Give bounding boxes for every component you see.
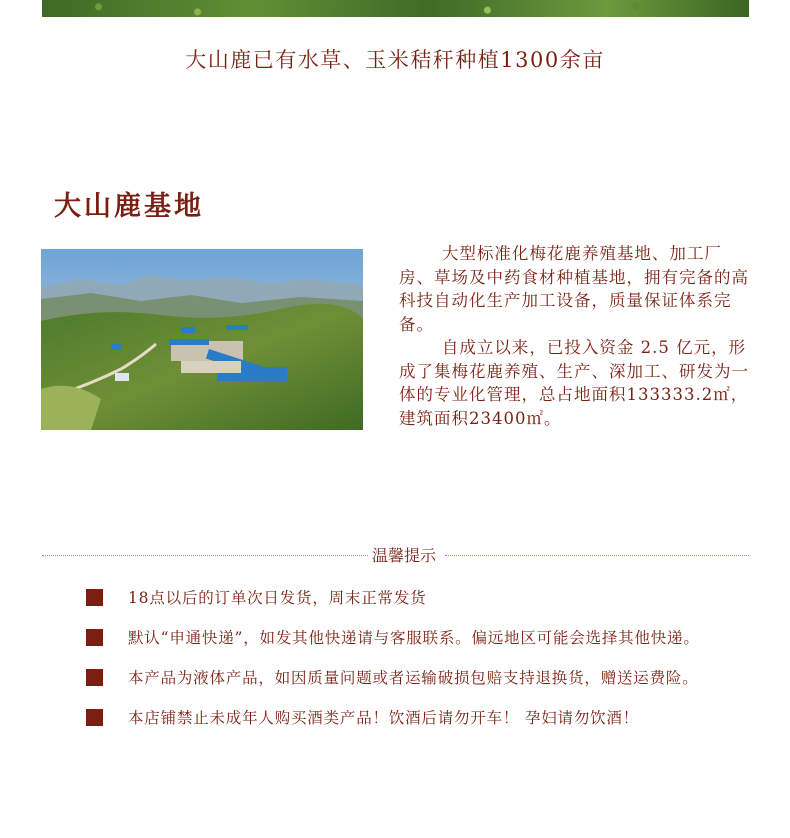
- tips-title: 温馨提示: [372, 546, 437, 565]
- divider-left: [42, 555, 368, 556]
- banner-caption: 大山鹿已有水草、玉米秸秆种植1300余亩: [185, 48, 605, 72]
- square-bullet-icon: [86, 589, 103, 606]
- square-bullet-icon: [86, 629, 103, 646]
- description-paragraph: 大型标准化梅花鹿养殖基地、加工厂房、草场及中药食材种植基地，拥有完备的高科技自动化生产加工设备，质量保证体系完备。: [399, 244, 749, 334]
- green-field-banner-image: [42, 0, 749, 17]
- square-bullet-icon: [86, 669, 103, 686]
- tip-item: [0, 586, 790, 610]
- tip-item: [0, 626, 790, 650]
- description-paragraph: 自成立以来，已投入资金 2.5 亿元，形成了集梅花鹿养殖、生产、深加工、研发为一体的专业化管理，总占地面积133333.2㎡，建筑面积23400㎡。: [399, 338, 749, 428]
- tip-text: 本产品为液体产品，如因质量问题或者运输破损包赔支持退换货，赠送运费险。: [128, 669, 699, 687]
- base-description: [399, 242, 749, 430]
- divider-right: [445, 555, 749, 556]
- tip-text: 本店铺禁止未成年人购买酒类产品！饮酒后请勿开车！ 孕妇请勿饮酒！: [128, 709, 640, 727]
- tip-text: 默认“申通快递”，如发其他快递请与客服联系。偏远地区可能会选择其他快递。: [128, 629, 700, 647]
- tip-item: [0, 706, 790, 730]
- tip-item: [0, 666, 790, 690]
- base-aerial-photo: [41, 249, 363, 430]
- square-bullet-icon: [86, 709, 103, 726]
- tip-text: 18点以后的订单次日发货，周末正常发货: [128, 589, 427, 607]
- section-title: 大山鹿基地: [54, 191, 204, 222]
